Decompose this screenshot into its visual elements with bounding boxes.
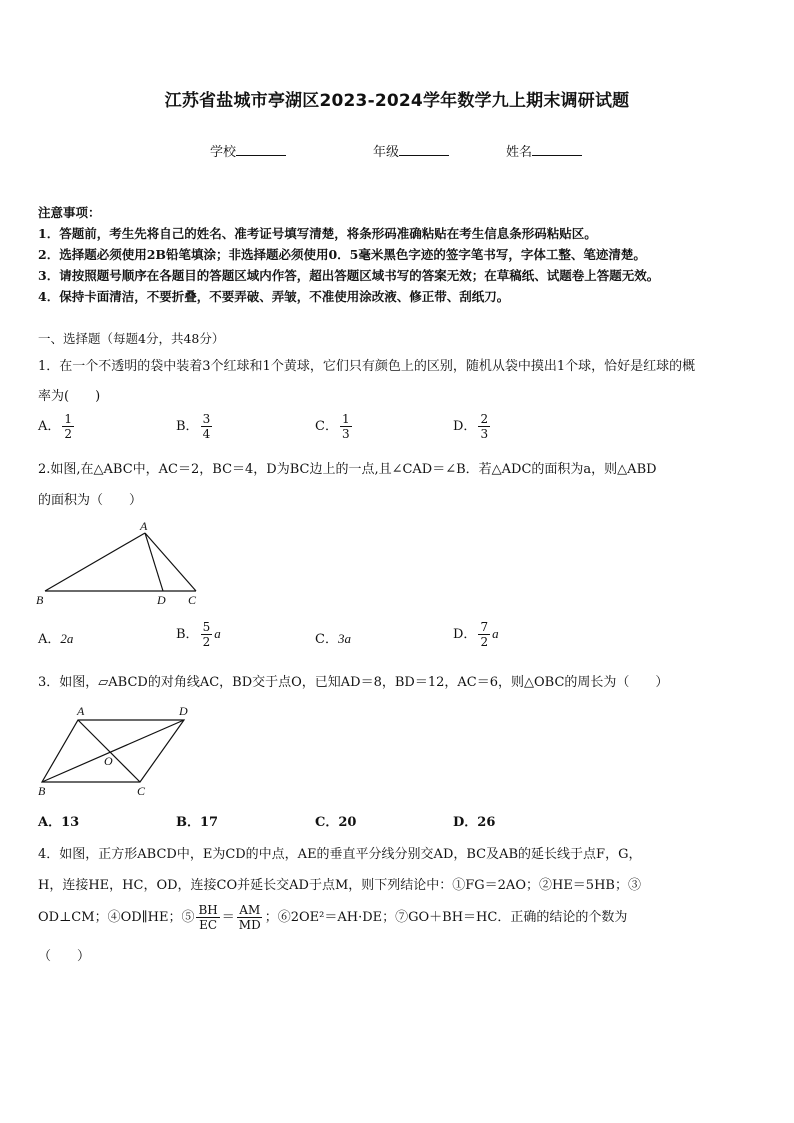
option-text: 3a bbox=[337, 631, 351, 646]
notice-heading: 注意事项： bbox=[38, 205, 101, 220]
q4-fraction-am-md: $\frac{AM}{MD}$ bbox=[238, 903, 261, 932]
option-text: 26 bbox=[477, 815, 496, 830]
option-variable: a bbox=[214, 626, 221, 641]
q4-text-a: OD⊥CM；④OD∥HE；⑤ bbox=[38, 910, 195, 925]
point-o-label: O bbox=[104, 754, 113, 768]
q4-equals: ＝ bbox=[221, 910, 235, 925]
q3-stem: 3．如图，▱ABCD的对角线AC，BD交于点O，已知AD＝8，BD＝12，AC＝6，则△OBC的周长为（ ） bbox=[38, 675, 669, 690]
q1-option-a[interactable] bbox=[38, 412, 76, 441]
q2-option-d[interactable] bbox=[453, 620, 499, 649]
q2-stem-line1: 2.如图,在△ABC中，AC＝2，BC＝4，D为BC边上的一点,且∠CAD＝∠B．若△ADC的面积为a，则△ABD bbox=[38, 462, 657, 477]
school-blank[interactable] bbox=[236, 143, 286, 156]
option-label: D． bbox=[453, 419, 477, 434]
option-text: 2a bbox=[60, 631, 74, 646]
option-label: B． bbox=[176, 815, 200, 830]
q1-stem-line1: 1．在一个不透明的袋中装着3个红球和1个黄球，它们只有颜色上的区别，随机从袋中摸出1个球，恰好是红球的概 bbox=[38, 359, 696, 374]
page-title: 江苏省盐城市亭湖区2023-2024学年数学九上期末调研试题 bbox=[164, 91, 630, 111]
option-text: 20 bbox=[338, 815, 357, 830]
name-blank[interactable] bbox=[532, 143, 582, 156]
q3-option-d[interactable] bbox=[453, 811, 495, 830]
option-text: 13 bbox=[61, 815, 80, 830]
q2-triangle-figure bbox=[30, 518, 220, 610]
side-ab bbox=[45, 533, 145, 591]
q3-option-b[interactable] bbox=[176, 811, 218, 830]
option-label: A． bbox=[38, 419, 61, 434]
q4-stem-line4: （ ） bbox=[38, 949, 91, 964]
q4-fraction-bh-ec: $\frac{BH}{EC}$ bbox=[198, 903, 218, 932]
point-c-label: C bbox=[188, 593, 197, 607]
q1-option-c[interactable] bbox=[315, 412, 354, 441]
option-label: B． bbox=[176, 627, 199, 642]
option-fraction: $\frac{1}{2}$ bbox=[64, 412, 73, 441]
option-fraction: $\frac{7}{2}$ bbox=[480, 620, 489, 649]
diagonal-ac bbox=[78, 720, 140, 782]
name-field[interactable] bbox=[506, 141, 582, 160]
q2-option-a[interactable] bbox=[38, 628, 73, 647]
q3-option-a[interactable] bbox=[38, 811, 79, 830]
point-b-label: B bbox=[38, 784, 46, 798]
option-label: C． bbox=[315, 815, 339, 830]
option-fraction: $\frac{5}{2}$ bbox=[202, 620, 211, 649]
segment-ad bbox=[145, 533, 163, 591]
point-a-label: A bbox=[77, 704, 85, 718]
point-b-label: B bbox=[36, 593, 44, 607]
option-variable: a bbox=[492, 626, 499, 641]
q2-option-c[interactable] bbox=[315, 628, 351, 647]
q2-stem-line2: 的面积为（ ） bbox=[38, 493, 143, 508]
grade-field[interactable] bbox=[373, 141, 449, 160]
option-fraction: $\frac{1}{3}$ bbox=[341, 412, 350, 441]
q1-option-b[interactable] bbox=[176, 412, 214, 441]
q2-option-b[interactable] bbox=[176, 620, 221, 649]
option-label: D． bbox=[453, 815, 478, 830]
grade-label: 年级 bbox=[373, 145, 400, 160]
school-label: 学校 bbox=[210, 145, 237, 160]
q4-text-b: ；⑥2OE²＝AH·DE；⑦GO＋BH＝HC．正确的结论的个数为 bbox=[264, 910, 628, 925]
option-label: C． bbox=[315, 632, 338, 647]
grade-blank[interactable] bbox=[399, 143, 449, 156]
option-label: D． bbox=[453, 627, 477, 642]
option-label: B． bbox=[176, 419, 199, 434]
q4-stem-line3 bbox=[38, 903, 627, 932]
name-label: 姓名 bbox=[506, 145, 533, 160]
point-d-label: D bbox=[179, 704, 188, 718]
option-label: A． bbox=[38, 815, 62, 830]
option-fraction: $\frac{2}{3}$ bbox=[480, 412, 489, 441]
notice-item: 3．请按照题号顺序在各题目的答题区域内作答，超出答题区域书写的答案无效；在草稿纸、试题卷上答题无效。 bbox=[38, 268, 660, 283]
q3-parallelogram-figure bbox=[30, 703, 200, 799]
option-label: A． bbox=[38, 632, 61, 647]
q1-option-d[interactable] bbox=[453, 412, 492, 441]
point-a-label: A bbox=[140, 519, 148, 533]
option-fraction: $\frac{3}{4}$ bbox=[202, 412, 211, 441]
section-heading: 一、选择题（每题4分，共48分） bbox=[38, 331, 225, 346]
option-label: C． bbox=[315, 419, 338, 434]
side-ac bbox=[145, 533, 196, 591]
q4-stem-line2: H，连接HE，HC，OD，连接CO并延长交AD于点M，则下列结论中：①FG＝2AO；②HE＝5HB；③ bbox=[38, 878, 641, 893]
point-c-label: C bbox=[137, 784, 146, 798]
school-field[interactable] bbox=[210, 141, 286, 160]
notice-item: 1．答题前，考生先将自己的姓名、准考证号填写清楚，将条形码准确粘贴在考生信息条形码粘贴区。 bbox=[38, 226, 597, 241]
q3-option-c[interactable] bbox=[315, 811, 356, 830]
option-text: 17 bbox=[200, 815, 219, 830]
q4-stem-line1: 4．如图，正方形ABCD中，E为CD的中点，AE的垂直平分线分别交AD，BC及AB的延长线于点F，G， bbox=[38, 847, 642, 862]
point-d-label: D bbox=[157, 593, 166, 607]
notice-item: 4．保持卡面清洁，不要折叠，不要弄破、弄皱，不准使用涂改液、修正带、刮纸刀。 bbox=[38, 289, 510, 304]
q1-stem-line2: 率为( ) bbox=[38, 389, 101, 404]
notice-item: 2．选择题必须使用2B铅笔填涂；非选择题必须使用0．5毫米黑色字迹的签字笔书写，字体工整、笔迹清楚。 bbox=[38, 247, 646, 262]
